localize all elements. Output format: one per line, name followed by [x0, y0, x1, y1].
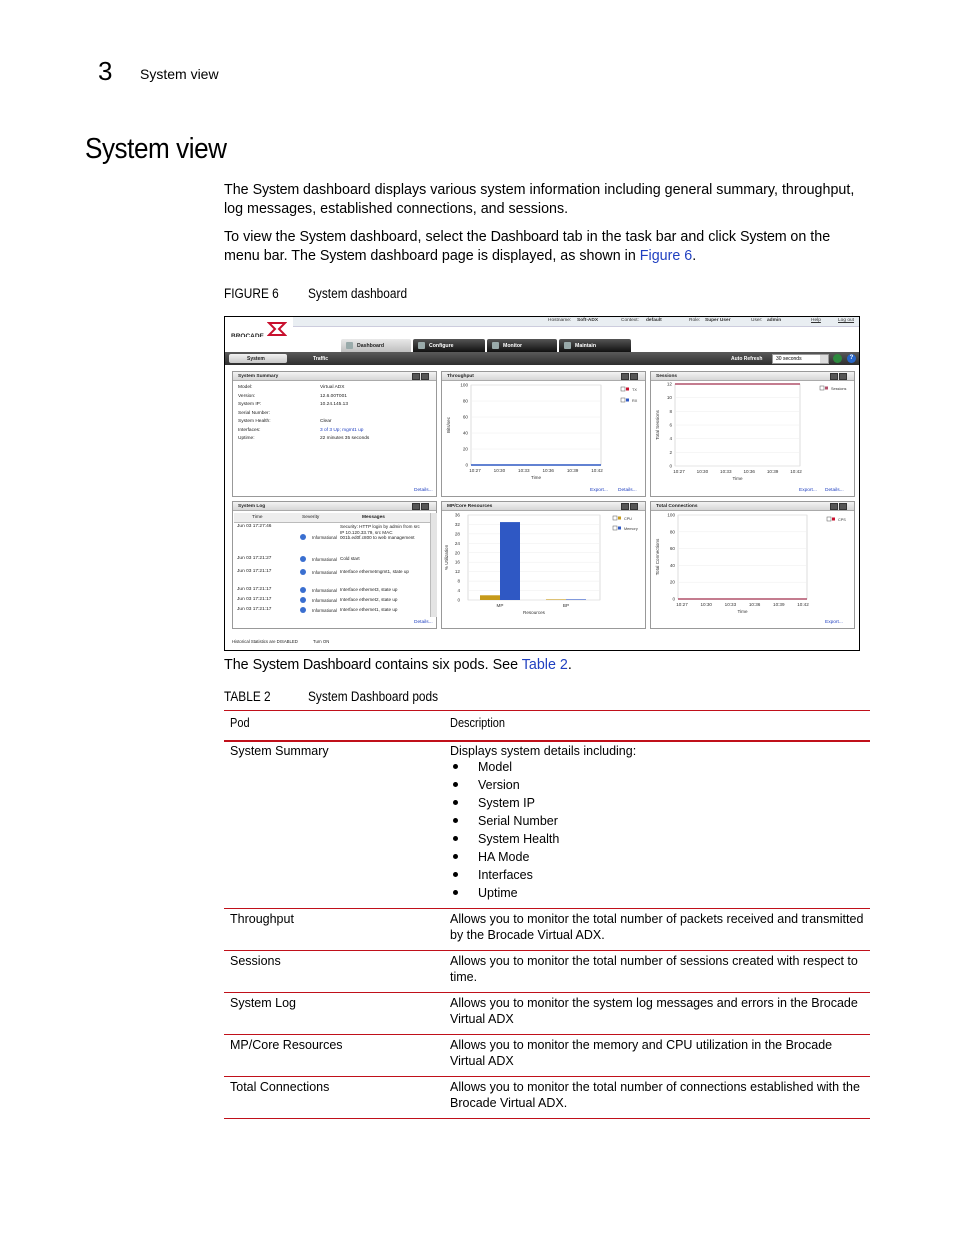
pod-controls[interactable] [620, 503, 642, 509]
after-figure-paragraph [224, 656, 864, 675]
log-message: Security: HTTP login by admin from src IP 10.120.33.79, src MAC 001b.ed0f.c800 to web management [340, 524, 420, 541]
info-icon [300, 569, 306, 575]
pod-header [233, 372, 436, 381]
pod-description: Allows you to monitor the system log messages and errors in the Brocade Virtual ADX [450, 996, 858, 1026]
text-run: To view the [224, 229, 300, 245]
y-tick-label: 12 [454, 569, 460, 575]
info-icon [300, 556, 306, 562]
log-severity: Informational [312, 535, 337, 540]
figure-6-link[interactable]: Figure 6 [639, 248, 693, 264]
pod-title: Sessions [656, 373, 678, 379]
log-scrollbar[interactable] [430, 513, 437, 617]
y-tick-label: 4 [669, 436, 672, 442]
x-tick-label: 10:27 [673, 469, 685, 474]
bullet-item: Interfaces [450, 867, 864, 885]
x-axis-label: Time [530, 475, 542, 480]
text-run: on the menu bar. The [224, 229, 831, 264]
table-row [224, 993, 870, 1035]
log-severity: Informational [312, 570, 337, 575]
legend-label: Sessions [831, 387, 847, 391]
tab-configure[interactable] [413, 339, 485, 352]
log-message: Cold start [340, 556, 360, 561]
info-icon [300, 607, 306, 613]
plot-area [468, 515, 600, 600]
monitor-icon [492, 342, 499, 349]
info-icon [300, 534, 306, 540]
x-tick-label: 10:42 [790, 469, 802, 474]
column-header: Description [450, 716, 506, 730]
summary-value: Clear [320, 419, 332, 424]
sub-menu-bar [225, 352, 859, 365]
x-tick-label: 10:39 [766, 469, 779, 474]
pod-title: System Log [238, 503, 266, 509]
pod-description: Allows you to monitor the total number of packets received and transmitted by the Brocade Virtual ADX. [450, 912, 864, 942]
log-severity: Informational [312, 598, 337, 603]
text-run: contains six pods. See [371, 657, 522, 673]
pod-description-cell [450, 995, 864, 1027]
summary-key: Serial Number: [238, 410, 270, 416]
section-title: System view [85, 133, 227, 165]
log-message: Interface ethernet1, state up [340, 607, 398, 612]
text-run: dashboard displays various system information including general summary, throughput, log messages, established connections, and sessions. [224, 182, 855, 217]
bullet-item: System Health [450, 831, 864, 849]
summary-value: 12.6.00T001 [320, 393, 347, 399]
context-value: default [646, 318, 662, 323]
help-link[interactable]: Help [811, 318, 821, 323]
sessions-chart [651, 380, 856, 498]
tab-label: Monitor [503, 343, 523, 349]
pod-mp-core-resources [441, 501, 646, 629]
pod-description: Allows you to monitor the memory and CPU utilization in the Brocade Virtual ADX [450, 1038, 833, 1068]
legend-checkbox [820, 386, 824, 390]
legend-checkbox [613, 516, 617, 520]
help-icon[interactable]: ? [847, 354, 856, 363]
bullet-item: System IP [450, 795, 864, 813]
y-tick-label: 4 [457, 588, 460, 594]
y-tick-label: 32 [454, 521, 460, 527]
info-icon [300, 597, 306, 603]
y-tick-label: 100 [667, 512, 675, 518]
details-link[interactable]: Details... [414, 620, 433, 625]
export-link[interactable]: Export... [799, 488, 817, 493]
x-axis-label: Time [737, 609, 748, 614]
summary-key: System Health: [238, 419, 271, 424]
pod-throughput [441, 371, 646, 497]
x-tick-label: 10:30 [493, 468, 506, 473]
pod-description-cell [450, 743, 864, 903]
y-tick-label: 60 [462, 414, 468, 420]
bullet-item: Serial Number [450, 813, 864, 831]
pod-name: Throughput [230, 912, 294, 926]
log-severity: Informational [312, 557, 337, 562]
y-tick-label: 60 [669, 546, 675, 552]
plot-area [678, 515, 807, 599]
role-label: Role: [689, 318, 701, 323]
y-tick-label: 40 [669, 562, 675, 568]
log-message: Interface ethernet3, state up [340, 587, 398, 592]
throughput-chart [442, 380, 647, 498]
export-link[interactable]: Export... [590, 488, 608, 493]
user-label: User: [751, 318, 763, 323]
tab-maintain[interactable] [559, 339, 631, 352]
legend-checkbox [613, 526, 617, 530]
summary-value: 22 minutes 35 seconds [320, 436, 370, 441]
summary-key: Uptime: [238, 436, 255, 441]
top-bar [225, 317, 859, 352]
pod-name: System Summary [230, 744, 329, 758]
tab-dashboard[interactable] [341, 339, 411, 352]
pod-description-cell [450, 1037, 864, 1069]
legend-label: TX [632, 388, 637, 392]
y-tick-label: 40 [462, 430, 468, 436]
text-run: tab in the task bar and click [558, 229, 740, 245]
keyword: Dashboard [490, 229, 559, 245]
pod-controls[interactable] [411, 503, 433, 509]
text-run: The [224, 657, 253, 673]
table-row [224, 741, 870, 909]
x-tick-label: MP [496, 603, 504, 608]
legend-swatch [626, 388, 629, 391]
summary-value: Virtual ADX [320, 385, 345, 390]
x-tick-label: 10:39 [773, 602, 785, 607]
y-axis-label: % Utilization [444, 544, 449, 571]
y-tick-label: 80 [462, 398, 468, 404]
export-link[interactable]: Export... [825, 620, 843, 625]
log-time: Jun 03 17:27:46 [237, 524, 272, 529]
y-tick-label: 12 [666, 381, 672, 387]
tab-label: Dashboard [357, 343, 385, 349]
pod-title: Total Connections [656, 503, 698, 509]
context-label: Context: [621, 318, 639, 323]
legend-checkbox [827, 517, 831, 521]
column-header[interactable]: Time [252, 515, 263, 520]
dashboard-screenshot [224, 316, 860, 651]
pod-system-log [232, 501, 437, 629]
pod-name: Sessions [230, 954, 281, 968]
y-tick-label: 28 [454, 531, 460, 537]
pod-title: System Summary [238, 373, 279, 379]
legend-swatch [626, 399, 629, 402]
y-tick-label: 0 [457, 597, 460, 603]
connections-chart [651, 510, 856, 630]
keyword: System Dashboard [252, 657, 371, 673]
subtab-traffic[interactable] [295, 354, 335, 363]
x-tick-label: 10:36 [748, 602, 761, 607]
pod-controls[interactable] [829, 503, 851, 509]
pod-name: Total Connections [230, 1080, 330, 1094]
auto-refresh-select[interactable] [772, 354, 829, 364]
chevron-down-icon [820, 355, 828, 363]
bullet-item: Uptime [450, 885, 864, 903]
x-tick-label: 10:27 [469, 468, 481, 473]
column-header[interactable]: Severity [302, 515, 320, 520]
y-tick-label: 16 [454, 559, 460, 565]
y-tick-label: 24 [454, 540, 460, 546]
pod-description-cell [450, 953, 864, 985]
legend-label: CPS [838, 518, 846, 522]
table-header-row [224, 711, 870, 742]
figure-label: FIGURE 6 [224, 286, 279, 301]
text-run: dashboard, select the [345, 229, 491, 245]
legend-checkbox [621, 398, 625, 402]
table-2-link[interactable]: Table 2 [521, 657, 568, 673]
y-tick-label: 80 [669, 529, 675, 535]
text-run: . [567, 657, 572, 673]
keyword: System [739, 229, 787, 245]
dashboard-icon [346, 342, 353, 349]
y-tick-label: 100 [460, 382, 468, 388]
x-tick-label: 10:36 [743, 469, 755, 474]
subtab-label: System [247, 356, 265, 362]
role-value: Super User [705, 318, 731, 323]
x-tick-label: 10:33 [518, 468, 530, 473]
summary-value: 10.24.145.13 [320, 402, 349, 407]
keyword: System [252, 182, 300, 198]
details-link[interactable]: Details... [618, 488, 637, 493]
x-tick-label: 10:33 [724, 602, 737, 607]
pod-description: Displays system details including: [450, 744, 637, 758]
y-tick-label: 6 [669, 422, 672, 428]
text-run: . [692, 248, 697, 264]
y-tick-label: 20 [669, 579, 675, 585]
configure-icon [418, 342, 425, 349]
y-axis-label: Bits/sec [446, 416, 451, 434]
turn-on-link[interactable]: Turn ON [313, 639, 330, 644]
select-value: 30 seconds [776, 356, 802, 362]
bullet-item: HA Mode [450, 849, 864, 867]
log-time: Jun 03 17:21:17 [237, 587, 272, 592]
summary-key: System IP: [238, 402, 262, 407]
pod-controls[interactable] [620, 373, 642, 379]
y-tick-label: 0 [669, 463, 672, 469]
x-tick-label: 10:27 [676, 602, 688, 607]
log-table-header [234, 513, 430, 523]
y-tick-label: 10 [666, 395, 672, 401]
y-tick-label: 2 [669, 449, 672, 455]
bar-memory-mp [500, 522, 520, 600]
keyword: System [299, 229, 346, 245]
bar-cpu-bp [546, 599, 566, 600]
y-tick-label: 20 [454, 550, 460, 556]
hostname-label: Hostname: [548, 318, 572, 323]
y-tick-label: 20 [462, 446, 468, 452]
pod-controls[interactable] [829, 373, 851, 379]
user-value: admin [767, 318, 782, 323]
pod-description: Allows you to monitor the total number of sessions created with respect to time. [450, 954, 858, 984]
pod-title: Throughput [447, 373, 474, 379]
summary-key: Model: [238, 385, 253, 390]
pod-controls[interactable] [411, 373, 433, 379]
mpcore-chart [442, 510, 647, 630]
pod-total-connections [650, 501, 855, 629]
host-info-bar [293, 317, 859, 327]
table-row [224, 1077, 870, 1119]
y-tick-label: 0 [672, 596, 675, 602]
bar-memory-bp [566, 599, 586, 600]
log-time: Jun 03 17:21:27 [237, 556, 272, 561]
pod-title: MP/Core Resources [447, 503, 493, 509]
auto-refresh-label: Auto Refresh [731, 356, 763, 362]
subtab-label: Traffic [313, 356, 329, 362]
logout-link[interactable]: Log out [838, 318, 855, 323]
y-tick-label: 0 [465, 462, 468, 468]
details-link[interactable]: Details... [825, 488, 844, 493]
chapter-number: 3 [98, 56, 113, 86]
y-axis-label: Total Connections [655, 538, 660, 576]
log-severity: Informational [312, 588, 337, 593]
legend-label: RX [632, 399, 638, 403]
log-message: Interface ethernet2, state up [340, 597, 398, 602]
x-tick-label: 10:42 [797, 602, 809, 607]
x-tick-label: 10:36 [542, 468, 554, 473]
log-severity: Informational [312, 608, 337, 613]
tab-label: Configure [429, 343, 454, 349]
legend-label: CPU [624, 517, 633, 521]
y-tick-label: 8 [669, 408, 672, 414]
summary-key: Version: [238, 393, 256, 399]
x-tick-label: BP [562, 603, 570, 608]
historical-stats-status: Historical Statistics are DISABLED [232, 639, 298, 644]
pod-name: System Log [230, 996, 297, 1010]
x-tick-label: 10:39 [566, 468, 579, 473]
x-axis-label: Time [732, 476, 743, 481]
legend-swatch [618, 517, 621, 520]
pod-description-cell [450, 911, 864, 943]
log-time: Jun 03 17:21:17 [237, 607, 272, 612]
text-run: The [224, 182, 253, 198]
legend-swatch [618, 527, 621, 530]
bullet-item: Version [450, 777, 864, 795]
summary-key: Interfaces: [238, 427, 261, 433]
y-tick-label: 8 [457, 578, 460, 584]
tab-monitor[interactable] [487, 339, 557, 352]
tab-label: Maintain [575, 343, 597, 349]
plot-area [471, 385, 601, 465]
intro-paragraph-1 [224, 181, 864, 219]
table-row [224, 909, 870, 951]
brocade-logo-icon [267, 322, 287, 336]
x-tick-label: 10:30 [700, 602, 712, 607]
table-caption: System Dashboard pods [308, 689, 439, 704]
log-time: Jun 03 17:21:17 [237, 569, 272, 574]
keyword: System [319, 248, 367, 264]
subtab-system[interactable] [229, 354, 287, 363]
x-tick-label: 10:42 [591, 468, 603, 473]
summary-value[interactable]: 3 of 3 Up; mgmt1 up [320, 427, 364, 433]
hostname-value: Soft-ADX [577, 318, 599, 323]
table-row [224, 951, 870, 993]
refresh-icon[interactable] [833, 354, 842, 363]
info-icon [300, 587, 306, 593]
running-header: System view [140, 66, 219, 82]
bar-cpu-mp [480, 595, 500, 600]
y-tick-label: 36 [454, 512, 460, 518]
pod-description: Allows you to monitor the total number of connections established with the Brocade Virtual ADX. [450, 1080, 860, 1110]
maintain-icon [564, 342, 571, 349]
figure-caption: System dashboard [308, 286, 408, 301]
legend-swatch [832, 518, 835, 521]
details-link[interactable]: Details... [414, 488, 433, 493]
legend-label: Memory [624, 527, 638, 531]
pod-header [233, 502, 436, 511]
x-tick-label: 10:30 [696, 469, 709, 474]
pod-description-cell [450, 1079, 864, 1111]
column-header: Pod [230, 716, 250, 730]
table-row [224, 1035, 870, 1077]
log-message: Interface ethernetmgmt1, state up [340, 569, 409, 574]
table-label: TABLE 2 [224, 689, 271, 704]
main-tab-bar [225, 337, 859, 351]
legend-swatch [825, 387, 828, 390]
pod-name: MP/Core Resources [230, 1038, 343, 1052]
log-time: Jun 03 17:21:17 [237, 597, 272, 602]
y-axis-label: Total Sessions [655, 410, 660, 440]
x-axis-label: Resources [523, 610, 545, 615]
legend-checkbox [621, 387, 625, 391]
x-tick-label: 10:33 [720, 469, 732, 474]
pod-sessions [650, 371, 855, 497]
column-header[interactable]: Messages [362, 515, 385, 520]
bullet-item: Model [450, 759, 864, 777]
pod-system-summary [232, 371, 437, 497]
intro-paragraph-2 [224, 228, 864, 266]
text-run: dashboard page is displayed, as shown in [366, 248, 640, 264]
